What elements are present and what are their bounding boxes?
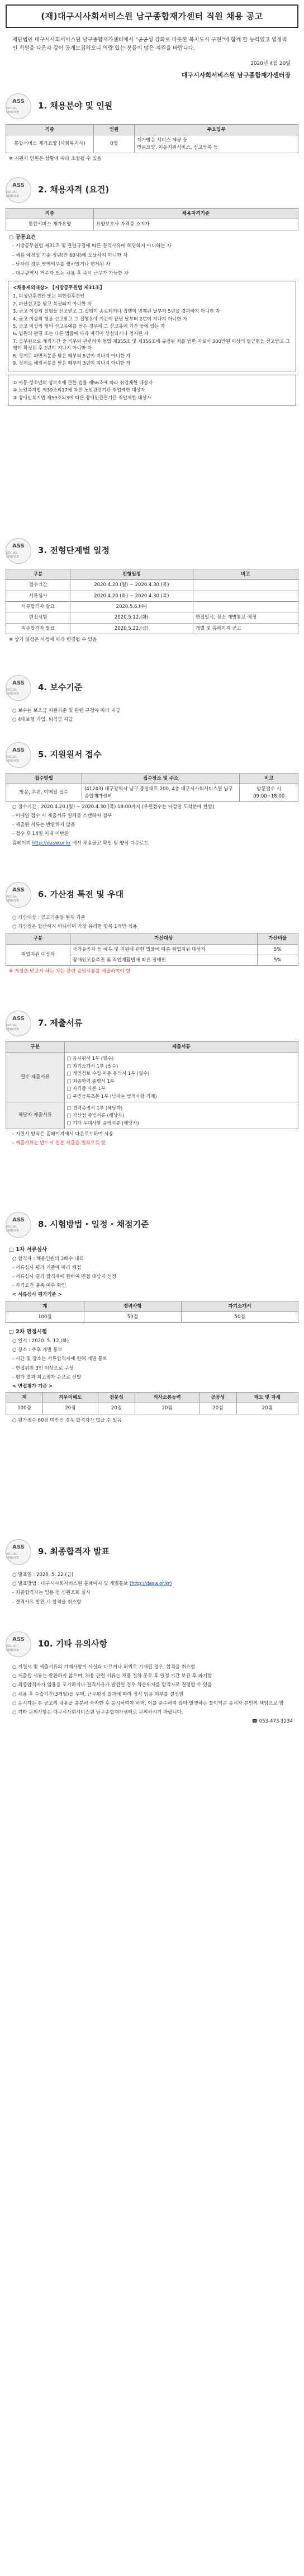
table-row: 면접시험 2020.5.12.(화) 면접일시, 장소 개별통보 예정 [6, 612, 298, 623]
table-row: 방문, 우편, 이메일 접수 (41243) 대구광역시 남구 중앙대로 200, 4층 대구시사회서비스원 남구종합재가센터 방문접수 시 09:00~18:00 [6, 784, 298, 802]
interview-eval-table: 계 직무이해도 전문성 의사소통능력 공공성 태도 및 자세 100점 20점 20점 20점 20점 20점 [6, 1392, 298, 1414]
section-4: ASS SOCIAL SERVICE 4. 보수기준 ○ 보수는 보조금 지원기준 및 관련 규정에 따라 지급 ○ 4대보험 가입, 퇴직금 지급 [6, 670, 298, 724]
posting-organization: 대구시사회서비스원 남구종합재가센터장 [181, 72, 291, 79]
section-8: ASS SOCIAL SERVICE 8. 시험방법 · 일정 · 채점기준 □ 1차 서류심사 ○ 합격자 : 채용인원의 3배수 내외 - 서류심사 평가 기준에 따라 채점 - 서류심사 결과 합격자에 한하여 면접 대상자 선정 - 자격요건 충족 여부 확인 < 서류심사 평가기준 > 계 경력사항 자기소개서 100점 50점 50점 □ 2차 면접시험 ○ 일시 : 2020. 5. 12.(화) ○ 장소 : 추후 개별 통보 - 시간 및 장소는 서류합격자에 한해 개별 통보 - 면접위원 3인 이상으로 구성 - 평가 결과 최고점자 순으로 선발 < 면접평가 기준 > 계 직무이해도 전문성 의사소통능력 공공성 태도 및 자세 100점 20점 20점 20점 20점 20점 ○ 평가점수 60점 미만인 경우 합격자가 없을 수 있음 [6, 1207, 298, 1424]
section-10: ASS SOCIAL SERVICE 10. 기타 유의사항 ○ 지원서 및 제출서류의 기재사항이 사실과 다르거나 허위로 기재된 경우, 합격을 취소함 ○ 제출된 서류는 반환하지 않으며, 채용 관련 서류는 채용 절차 종료 후 일정 기간 보관 후 파기함 ○ 최종합격자가 임용을 포기하거나 결격사유가 발견된 경우 차순위자를 합격자로 결정할 수 있음 ○ 채용 후 수습기간(3개월)을 두며, 근무평정 결과에 따라 정식 임용 여부를 결정함 ○ 응시자는 본 공고의 내용을 충분히 숙지한 후 응시하여야 하며, 이를 준수하지 않아 발생하는 불이익은 응시자 본인의 책임으로 함 ○ 기타 문의사항은 대구시사회서비스원 남구종합재가센터로 문의하시기 바랍니다. ☎ 053-473-1234 [6, 1626, 298, 1725]
section-9: ASS SOCIAL SERVICE 9. 최종합격자 발표 ○ 발표일 : 2020. 5. 22.(금) ○ 발표방법 : 대구시사회서비스원 홈페이지 및 개별통보 (http://dasw.or.kr) - 최종합격자는 임용 전 신원조회 실시 - 결격사유 발견 시 합격을 취소함 [6, 1534, 298, 1606]
section-3: ASS SOCIAL SERVICE 3. 전형단계별 일정 구분 전형일정 비고 접수기간 2020.4.20.(월) ~ 2020.4.30.(목) 서류심사 2020.4.20.(화) ~ 2020.4.30.(목) 서류합격자 발표 2020.5.6.(수) 면접시험 2020.5.12.(화) 면접일시, 장소 개별통보 예정 최종합격자 발표 2020.5.22.(금) 개별 및 홈페이지 공고 ※ 상기 일정은 사정에 따라 변경될 수 있음 [6, 533, 298, 643]
table-row: 서류심사 2020.4.20.(화) ~ 2020.4.30.(목) [6, 591, 298, 601]
ass-logo-icon: ASS SOCIAL SERVICE [6, 538, 31, 564]
homepage-link[interactable]: http://dasw.or.kr [32, 840, 71, 846]
section-2: ASS SOCIAL SERVICE 2. 채용자격 (요건) 직종 채용자격기준 통합서비스 재가요양 요양보호사 자격증 소지자 ○ 공통요건 - 지방공무원법 제31조 및 관련규정에 따른 결격사유에 해당하지 아니하는 자 - 채용 예정일 기준 정년(만 60세)에 도달하지 아니한 자 - 남자의 경우 병역의무를 필하였거나 면제된 자 - 대구광역시 거주자 또는 채용 후 즉시 근무가 가능한 자 <채용제외대상> 【지방공무원법 제31조】 1. 피성년후견인 또는 피한정후견인 2. 파산선고를 받고 복권되지 아니한 자 3. 금고 이상의 실형을 선고받고 그 집행이 종료되거나 집행이 면제된 날부터 5년을 경과하지 아니한 자 4. 금고 이상의 형을 선고받고 그 집행유예 기간이 끝난 날부터 2년이 지나지 아니한 자 5. 금고 이상의 형의 선고유예를 받은 경우에 그 선고유예 기간 중에 있는 자 6. 법원의 판결 또는 다른 법률에 따라 자격이 상실되거나 정지된 자 7. 공무원으로 재직기간 중 직무와 관련하여 형법 제355조 및 제356조에 규정된 죄를 범한 자로서 300만원 이상의 벌금형을 선고받고 그 형이 확정된 후 2년이 지나지 아니한 자 8. 징계로 파면처분을 받은 때부터 5년이 지나지 아니한 자 9. 징계로 해임처분을 받은 때부터 3년이 지나지 아니한 자 ① 아동·청소년의 성보호에 관한 법률 제56조에 따라 취업제한 대상자 ② 노인복지법 제39조의17에 따른 노인관련기관 취업제한 대상자 ③ 장애인복지법 제59조의3에 따른 장애인관련기관 취업제한 대상자 [6, 172, 298, 405]
table-row: 접수기간 2020.4.20.(월) ~ 2020.4.30.(목) [6, 580, 298, 591]
result-link[interactable]: (http://dasw.or.kr) [129, 1581, 172, 1587]
document-eval-table: 계 경력사항 자기소개서 100점 50점 50점 [6, 1301, 298, 1323]
exclusion-box-2: ① 아동·청소년의 성보호에 관한 법률 제56조에 따라 취업제한 대상자 ② 노인복지법 제39조의17에 따른 노인관련기관 취업제한 대상자 ③ 장애인복지법 제59조의3에 따른 장애인관련기관 취업제한 대상자 [8, 375, 296, 405]
application-table: 접수방법 접수장소 및 주소 비고 방문, 우편, 이메일 접수 (41243) 대구광역시 남구 중앙대로 200, 4층 대구시사회서비스원 남구종합재가센터 방문접수 시 09:00~18:00 [6, 773, 298, 802]
schedule-table: 구분 전형일정 비고 접수기간 2020.4.20.(월) ~ 2020.4.30.(목) 서류심사 2020.4.20.(화) ~ 2020.4.30.(목) 서류합격자 발표 2020.5.6.(수) 면접시험 2020.5.12.(화) 면접일시, 장소 개별통보 예정 최종합격자 발표 2020.5.22.(금) 개별 및 홈페이지 공고 [6, 569, 298, 634]
page-title: (재)대구시사회서비스원 남구종합재가센터 직원 채용 공고 [6, 4, 298, 28]
table-row: 통합서비스 재가요양 요양보호사 자격증 소지자 [6, 219, 298, 230]
section-5: ASS SOCIAL SERVICE 5. 지원원서 접수 접수방법 접수장소 및 주소 비고 방문, 우편, 이메일 접수 (41243) 대구광역시 남구 중앙대로 200, 4층 대구시사회서비스원 남구종합재가센터 방문접수 시 09:00~18:00 ○ 접수기간 : 2020.4.20.(월) ~ 2020.4.30.(목) 18:00까지 (우편접수는 마감일 도착분에 한함) - 이메일 접수 시 제출서류 일체를 스캔하여 첨부 - 제출된 서류는 반환하지 않음 - 접수 후 14일 이내 미반환 홈페이지 http://dasw.or.kr 에서 채용공고 확인 및 양식 다운로드 [6, 737, 298, 847]
exclusion-box: <채용제외대상> 【지방공무원법 제31조】 1. 피성년후견인 또는 피한정후견인 2. 파산선고를 받고 복권되지 아니한 자 3. 금고 이상의 실형을 선고받고 그 집행이 종료되거나 집행이 면제된 날부터 5년을 경과하지 아니한 자 4. 금고 이상의 형을 선고받고 그 집행유예 기간이 끝난 날부터 2년이 지나지 아니한 자 5. 금고 이상의 형의 선고유예를 받은 경우에 그 선고유예 기간 중에 있는 자 6. 법원의 판결 또는 다른 법률에 따라 자격이 상실되거나 정지된 자 7. 공무원으로 재직기간 중 직무와 관련하여 형법 제355조 및 제356조에 규정된 죄를 범한 자로서 300만원 이상의 벌금형을 선고받고 그 형이 확정된 후 2년이 지나지 아니한 자 8. 징계로 파면처분을 받은 때부터 5년이 지나지 아니한 자 9. 징계로 해임처분을 받은 때부터 3년이 지나지 아니한 자 [8, 281, 296, 371]
posting-date: 2020년 4월 20일 [250, 61, 291, 67]
recruitment-table: 직종 인원 주요업무 통합서비스 재가요양 (사회복지사) 0명 재가방문 서비스 제공 등 방문요양, 이동지원서비스, 신고등록 등 [6, 124, 298, 153]
table-row: 통합서비스 재가요양 (사회복지사) 0명 재가방문 서비스 제공 등 방문요양, 이동지원서비스, 신고등록 등 [6, 135, 298, 153]
table-row: 100점 50점 50점 [6, 1311, 298, 1322]
bonus-table: 구분 가산대상 가산비율 취업지원 대상자 국가유공자 등 예우 및 지원에 관한 법률에 따른 취업지원 대상자 5% 장애인고용촉진 및 직업재활법에 따른 장애인 5% [6, 933, 298, 966]
ass-logo-icon: ASS SOCIAL SERVICE [6, 1539, 31, 1565]
ass-logo-icon: ASS SOCIAL SERVICE [6, 1212, 31, 1238]
ass-logo-icon: ASS SOCIAL SERVICE [6, 1631, 31, 1657]
intro-text: 재단법인 대구시사회서비스원 남구종합재가센터에서 "공공성 강화로 따뜻한 복지도시 구현"에 함께 할 능력있고 열정적인 직원을 다음과 같이 공개모집하오니 역량 있는 분들의 많은 지원을 바랍니다. [12, 37, 287, 52]
table-row: 해당자 제출서류 □ 경력증명서 1부 (해당자) □ 가산점 증빙서류 (해당자) □ 기타 우대사항 증빙서류 (해당자) [6, 1102, 298, 1129]
contact-phone: ☎ 053-473-1234 [251, 1719, 293, 1725]
section-header: ASS SOCIAL SERVICE 1. 채용분야 및 인원 [6, 88, 298, 124]
ass-logo-icon: ASS SOCIAL SERVICE [6, 93, 31, 119]
ass-logo-icon: ASS SOCIAL SERVICE [6, 177, 31, 203]
table-row: 100점 20점 20점 20점 20점 20점 [6, 1403, 298, 1414]
table-row: 장애인고용촉진 및 직업재활법에 따른 장애인 5% [6, 955, 298, 965]
documents-table: 구분 제출서류 필수 제출서류 □ 응시원서 1부 (필수) □ 자기소개서 1부 (필수) □ 개인정보 수집·이용 동의서 1부 (필수) □ 최종학력 증명서 1부 □ 자격증 사본 1부 □ 주민등록초본 1부 (남자는 병적사항 기재) 해당자 제출서류 □ 경력증명서 1부 (해당자) □ 가산점 증빙서류 (해당자) □ 기타 우대사항 증빙서류 (해당자) [6, 1041, 298, 1129]
ass-logo-icon: ASS SOCIAL SERVICE [6, 675, 31, 701]
ass-logo-icon: ASS SOCIAL SERVICE [6, 1011, 31, 1036]
job-posting-page [0, 4, 304, 2576]
section-6: ASS SOCIAL SERVICE 6. 가산점 특전 및 우대 ○ 가산대상 : 공고기준일 현재 기준 ○ 가산점은 합산하지 아니하며 가장 유리한 항목 1개만 적용 구분 가산대상 가산비율 취업지원 대상자 국가유공자 등 예우 및 지원에 관한 법률에 따른 취업지원 대상자 5% 장애인고용촉진 및 직업재활법에 따른 장애인 5% ※ 가점을 받고자 하는 자는 관련 증빙서류를 제출하여야 함 [6, 877, 298, 975]
table-row: 필수 제출서류 □ 응시원서 1부 (필수) □ 자기소개서 1부 (필수) □ 개인정보 수집·이용 동의서 1부 (필수) □ 최종학력 증명서 1부 □ 자격증 사본 1부 □ 주민등록초본 1부 (남자는 병적사항 기재) [6, 1053, 298, 1102]
table-row: 취업지원 대상자 국가유공자 등 예우 및 지원에 관한 법률에 따른 취업지원 대상자 5% [6, 944, 298, 955]
ass-logo-icon: ASS SOCIAL SERVICE [6, 742, 31, 768]
table-row: 서류합격자 발표 2020.5.6.(수) [6, 601, 298, 612]
table-row: 최종합격자 발표 2020.5.22.(금) 개별 및 홈페이지 공고 [6, 623, 298, 634]
section-7: ASS SOCIAL SERVICE 7. 제출서류 구분 제출서류 필수 제출서류 □ 응시원서 1부 (필수) □ 자기소개서 1부 (필수) □ 개인정보 수집·이용 동의서 1부 (필수) □ 최종학력 증명서 1부 □ 자격증 사본 1부 □ 주민등록초본 1부 (남자는 병적사항 기재) 해당자 제출서류 □ 경력증명서 1부 (해당자) □ 가산점 증빙서류 (해당자) □ 기타 우대사항 증빙서류 (해당자) - 지원서 양식은 홈페이지에서 다운로드하여 사용 - 제출서류는 반드시 원본 제출을 원칙으로 함 [6, 1006, 298, 1148]
ass-logo-icon: ASS SOCIAL SERVICE [6, 882, 31, 908]
section-1: ASS SOCIAL SERVICE 1. 채용분야 및 인원 직종 인원 주요업무 통합서비스 재가요양 (사회복지사) 0명 재가방문 서비스 제공 등 방문요양, 이동지원서비스, 신고등록 등 ※ 지원자 인원은 상황에 따라 조정될 수 있음 [6, 88, 298, 162]
qualification-table: 직종 채용자격기준 통합서비스 재가요양 요양보호사 자격증 소지자 [6, 208, 298, 230]
